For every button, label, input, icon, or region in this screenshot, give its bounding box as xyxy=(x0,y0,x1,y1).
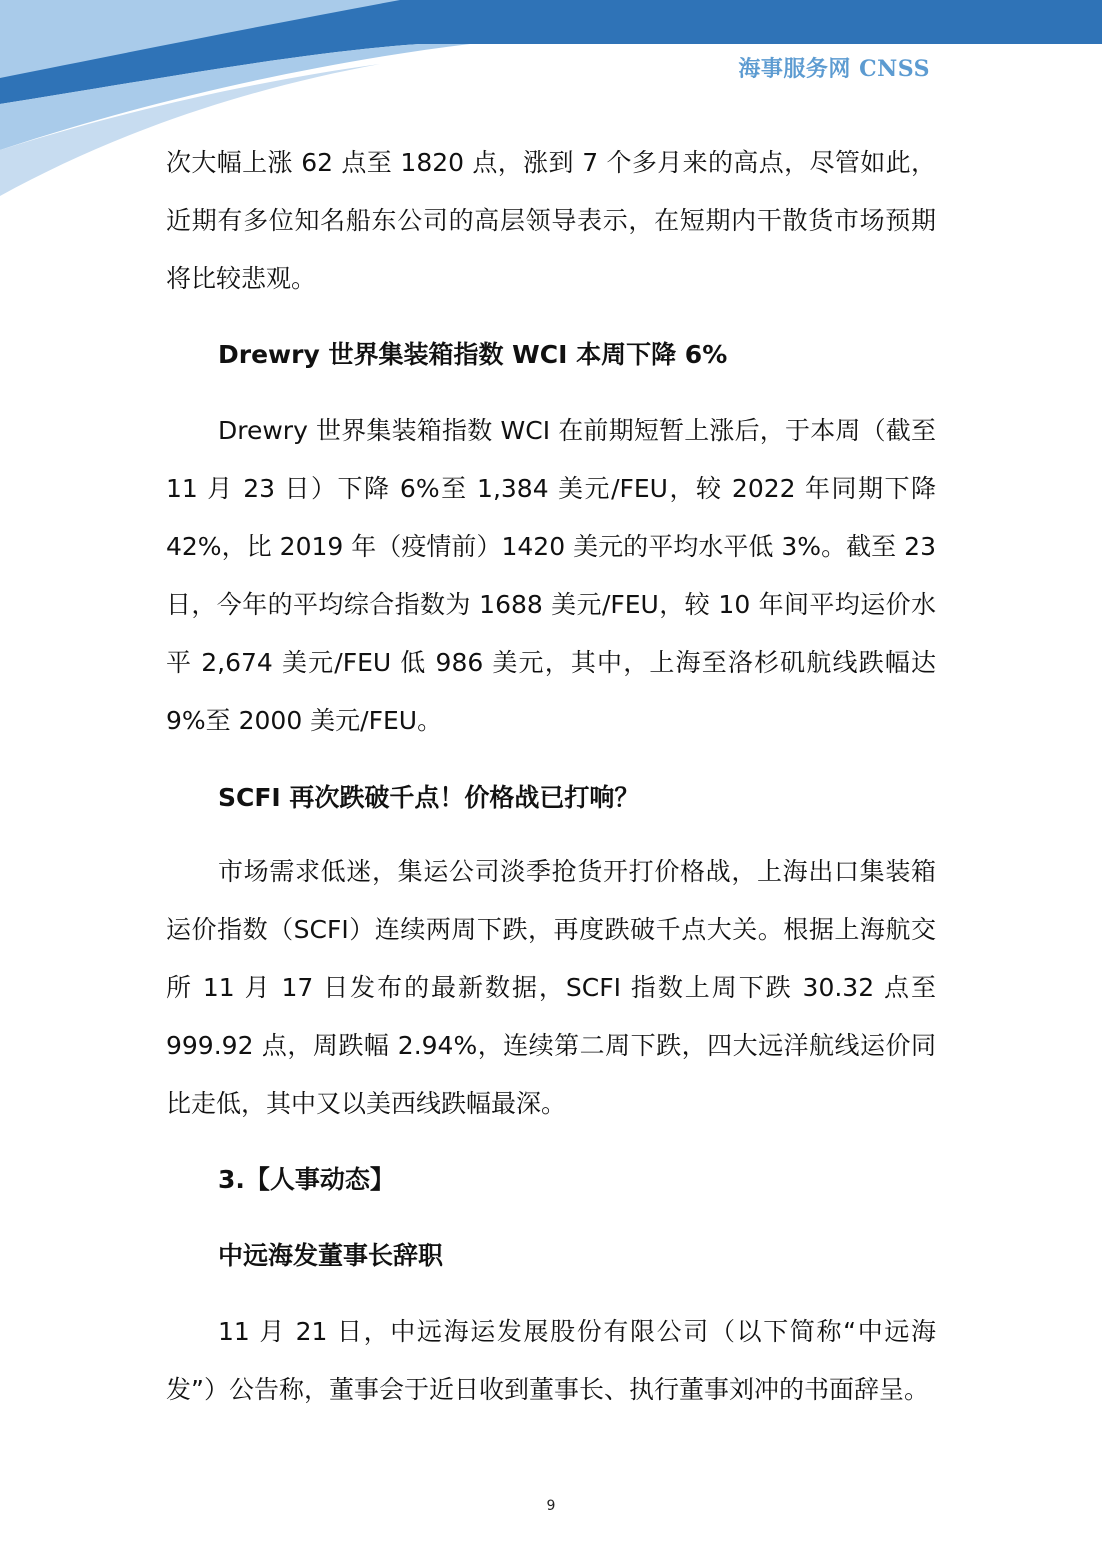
heading-scfi: SCFI 再次跌破千点！价格战已打响？ xyxy=(218,783,640,812)
paragraph-cosco-chairman: 11 月 21 日，中远海运发展股份有限公司（以下简称“中远海发”）公告称，董事会于近日收到董事长、执行董事刘冲的书面辞呈。 xyxy=(166,1317,936,1404)
paragraph-scfi: 市场需求低迷，集运公司淡季抢货开打价格战，上海出口集装箱运价指数（SCFI）连续两周下跌，再度跌破千点大关。根据上海航交所 11 月 17 日发布的最新数据，SCFI 指数上周下跌 30.32 点至 999.92 点，周跌幅 2.94%，连续第二周下跌，四大远洋航线运价同比走低，其中又以美西线跌幅最深。 xyxy=(166,857,936,1118)
brand-title: 海事服务网 CNSS xyxy=(738,56,930,82)
page-number: 9 xyxy=(546,1498,556,1514)
heading-cosco-chairman: 中远海发董事长辞职 xyxy=(218,1241,444,1270)
paragraph-drewry-wci: Drewry 世界集装箱指数 WCI 在前期短暂上涨后，于本周（截至 11 月 23 日）下降 6%至 1,384 美元/FEU，较 2022 年同期下降 42%，比 2019 年（疫情前）1420 美元的平均水平低 3%。截至 23 日，今年的平均综合指数为 1688 美元/FEU，较 10 年间平均运价水平 2,674 美元/FEU 低 986 美元，其中，上海至洛杉矶航线跌幅达 9%至 2000 美元/FEU。 xyxy=(166,416,936,735)
heading-personnel: 3.【人事动态】 xyxy=(218,1165,395,1194)
heading-drewry-wci: Drewry 世界集装箱指数 WCI 本周下降 6% xyxy=(218,340,728,369)
paragraph-dry-bulk: 次大幅上涨 62 点至 1820 点，涨到 7 个多月来的高点，尽管如此，近期有多位知名船东公司的高层领导表示，在短期内干散货市场预期将比较悲观。 xyxy=(166,148,936,293)
